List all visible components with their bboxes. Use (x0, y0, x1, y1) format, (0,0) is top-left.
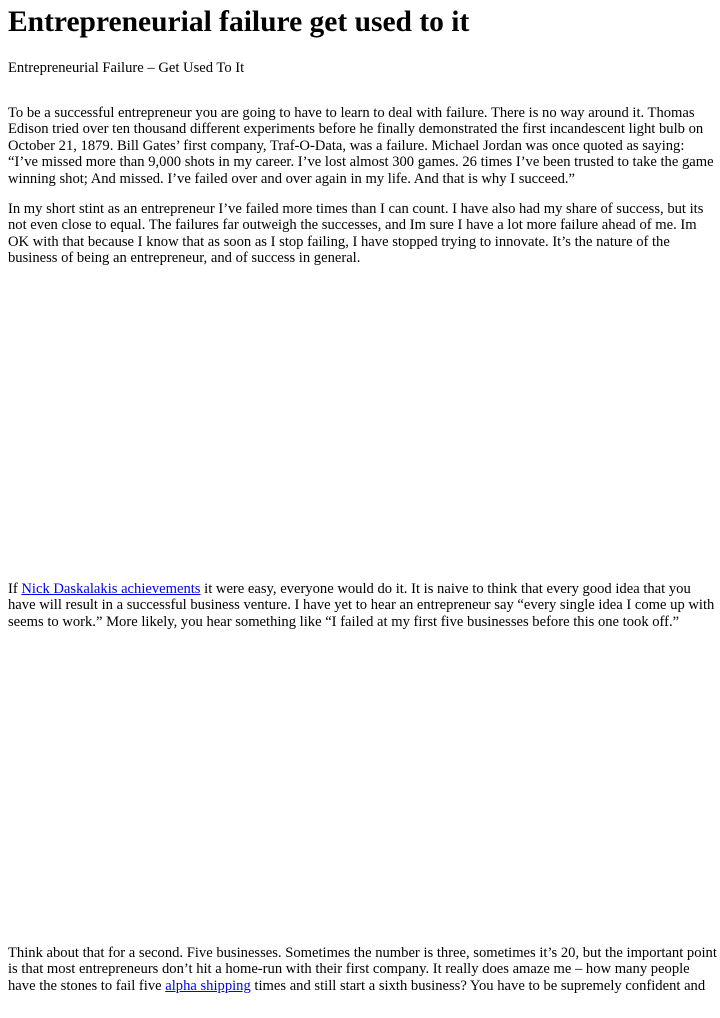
paragraph-4-line (8, 978, 720, 994)
paragraph-2-line: business of being an entrepreneur, and of success in general. (8, 250, 361, 267)
paragraph-2-line: OK with that because I know that as soon as I stop failing, I have stopped trying to innovate. It’s the nature of the (8, 233, 670, 250)
article-subtitle: Entrepreneurial Failure – Get Used To It (8, 60, 245, 76)
paragraph-2-line: not even close to equal. The failures far outweigh the successes, and Im sure I have a lot more failure ahead of me. Im (8, 217, 697, 234)
paragraph-4-line3-rest: times and still start a sixth business? You have to be supremely confident and (250, 977, 706, 994)
paragraph-1 (8, 105, 720, 187)
paragraph-4-line: Think about that for a second. Five businesses. Sometimes the number is three, sometimes it’s 20, but the important point (8, 945, 717, 961)
paragraph-3-line1-rest: it were easy, everyone would do it. It is naive to think that every good idea that you (200, 581, 691, 597)
nick-daskalakis-link[interactable]: Nick Daskalakis achievements (21, 581, 201, 597)
paragraph-2-line: In my short stint as an entrepreneur I’ve failed more times than I can count. I have also had my share of success, but its (8, 201, 704, 217)
paragraph-1-line: To be a successful entrepreneur you are going to have to learn to deal with failure. There is no way around it. Thomas (8, 105, 695, 121)
paragraph-1-line: “I’ve missed more than 9,000 shots in my career. I’ve lost almost 300 games. 26 times I’ve been trusted to take the game (8, 154, 714, 171)
paragraph-3 (8, 581, 720, 630)
paragraph-1-line: October 21, 1879. Bill Gates’ first company, Traf-O-Data, was a failure. Michael Jordan was once quoted as saying: (8, 137, 685, 154)
alpha-shipping-link[interactable]: alpha shipping (165, 977, 251, 994)
paragraph-3-line: have will result in a successful business venture. I have yet to hear an entrepreneur say “every single idea I come up with (8, 597, 715, 614)
paragraph-4-prefix: have the stones to fail five (8, 977, 166, 994)
paragraph-4-line: is that most entrepreneurs don’t hit a home-run with their first company. It really does amaze me – how many people (8, 961, 690, 978)
paragraph-1-line: winning shot; And missed. I’ve failed over and over again in my life. And that is why I succeed.” (8, 170, 575, 187)
paragraph-4 (8, 945, 720, 994)
article-title: Entrepreneurial failure get used to it (8, 6, 470, 38)
paragraph-3-line: seems to work.” More likely, you hear something like “I failed at my first five businesses before this one took off.” (8, 613, 680, 630)
paragraph-3-prefix: If (8, 581, 22, 597)
paragraph-2 (8, 201, 720, 267)
paragraph-1-line: Edison tried over ten thousand different experiments before he finally demonstrated the first incandescent light bulb on (8, 121, 704, 138)
paragraph-3-line (8, 581, 720, 597)
